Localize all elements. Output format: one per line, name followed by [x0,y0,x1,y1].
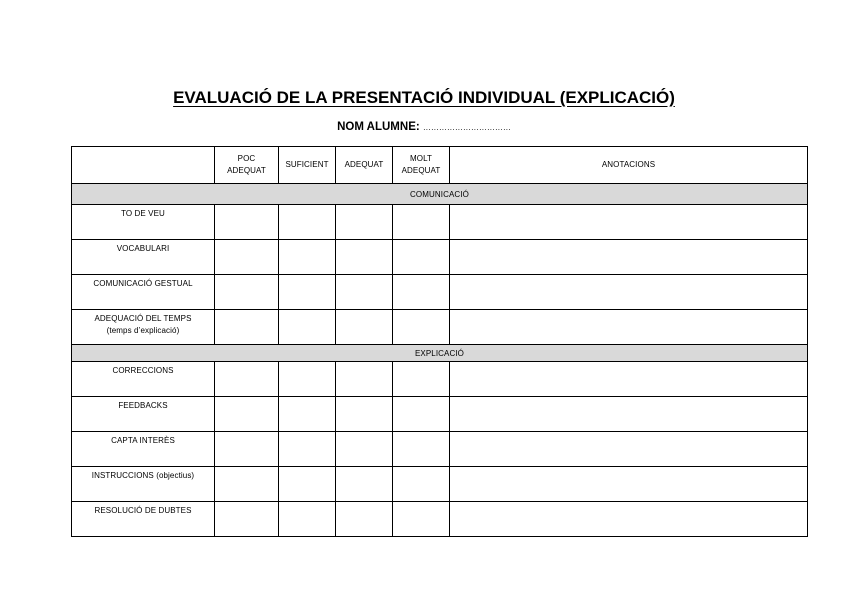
cell-poc-adequat[interactable] [215,240,279,275]
cell-poc-adequat[interactable] [215,205,279,240]
cell-adequat[interactable] [336,275,393,310]
cell-poc-adequat[interactable] [215,502,279,537]
cell-adequat[interactable] [336,240,393,275]
cell-molt-adequat[interactable] [393,502,450,537]
header-anotacions: ANOTACIONS [450,147,808,184]
criterion-label [72,310,215,345]
cell-suficient[interactable] [279,432,336,467]
header-row [72,147,808,184]
header-poc-adequat [215,147,279,184]
cell-suficient[interactable] [279,205,336,240]
criterion-label-line1: CORRECCIONS [112,366,174,375]
cell-suficient[interactable] [279,362,336,397]
table-row [72,432,808,467]
cell-poc-adequat[interactable] [215,275,279,310]
student-name-label: NOM ALUMNE: [337,121,420,133]
cell-adequat[interactable] [336,467,393,502]
cell-adequat[interactable] [336,310,393,345]
cell-adequat[interactable] [336,502,393,537]
cell-anotacions[interactable] [450,205,808,240]
cell-anotacions[interactable] [450,240,808,275]
cell-anotacions[interactable] [450,502,808,537]
criterion-label [72,467,215,502]
cell-molt-adequat[interactable] [393,432,450,467]
cell-adequat[interactable] [336,397,393,432]
criterion-label-line1: FEEDBACKS [118,401,168,410]
cell-anotacions[interactable] [450,432,808,467]
header-poc-line2: ADEQUAT [227,166,266,175]
table-row [72,240,808,275]
cell-molt-adequat[interactable] [393,205,450,240]
table-row [72,362,808,397]
table-row [72,467,808,502]
criterion-label-line1: ADEQUACIÓ DEL TEMPS [94,314,192,323]
cell-suficient[interactable] [279,397,336,432]
cell-suficient[interactable] [279,275,336,310]
header-molt-line2: ADEQUAT [401,166,441,175]
criterion-label [72,362,215,397]
cell-molt-adequat[interactable] [393,362,450,397]
cell-poc-adequat[interactable] [215,310,279,345]
cell-anotacions[interactable] [450,397,808,432]
criterion-label [72,240,215,275]
student-name-field: …………………………… [422,123,511,132]
criterion-label [72,275,215,310]
section-title: COMUNICACIÓ [72,184,808,205]
criterion-label [72,432,215,467]
cell-suficient[interactable] [279,502,336,537]
cell-suficient[interactable] [279,467,336,502]
criterion-label-line1: COMUNICACIÓ GESTUAL [93,279,193,288]
header-poc-line1: POC [237,154,256,163]
cell-anotacions[interactable] [450,310,808,345]
criterion-label-line1: RESOLUCIÓ DE DUBTES [94,506,192,515]
criterion-label [72,205,215,240]
cell-anotacions[interactable] [450,362,808,397]
cell-poc-adequat[interactable] [215,362,279,397]
header-molt-adequat [393,147,450,184]
cell-poc-adequat[interactable] [215,467,279,502]
cell-adequat[interactable] [336,432,393,467]
header-criteria [72,147,215,184]
cell-molt-adequat[interactable] [393,467,450,502]
evaluation-table [71,146,808,537]
table-row [72,397,808,432]
cell-anotacions[interactable] [450,275,808,310]
table-row [72,205,808,240]
cell-molt-adequat[interactable] [393,397,450,432]
criterion-label-line1: INSTRUCCIONS (objectius) [91,471,195,480]
table-row [72,310,808,345]
cell-adequat[interactable] [336,362,393,397]
cell-poc-adequat[interactable] [215,397,279,432]
section-row [72,184,808,205]
criterion-label-line1: TO DE VEU [121,209,165,218]
cell-molt-adequat[interactable] [393,275,450,310]
cell-poc-adequat[interactable] [215,432,279,467]
cell-anotacions[interactable] [450,467,808,502]
section-row [72,345,808,362]
cell-molt-adequat[interactable] [393,310,450,345]
criterion-label [72,397,215,432]
student-name-line [0,121,848,133]
criterion-label-line1: VOCABULARI [116,244,170,253]
cell-molt-adequat[interactable] [393,240,450,275]
document-title: EVALUACIÓ DE LA PRESENTACIÓ INDIVIDUAL (EXPLICACIÓ) [173,88,675,107]
criterion-label-line1: CAPTA INTERÈS [111,436,175,445]
section-title: EXPLICACIÓ [72,345,808,362]
cell-suficient[interactable] [279,310,336,345]
header-adequat: ADEQUAT [336,147,393,184]
header-suficient: SUFICIENT [279,147,336,184]
cell-adequat[interactable] [336,205,393,240]
header-molt-line1: MOLT [409,154,433,163]
table-row [72,275,808,310]
criterion-label-line2: (temps d’explicació) [106,326,180,335]
cell-suficient[interactable] [279,240,336,275]
table-row [72,502,808,537]
criterion-label [72,502,215,537]
